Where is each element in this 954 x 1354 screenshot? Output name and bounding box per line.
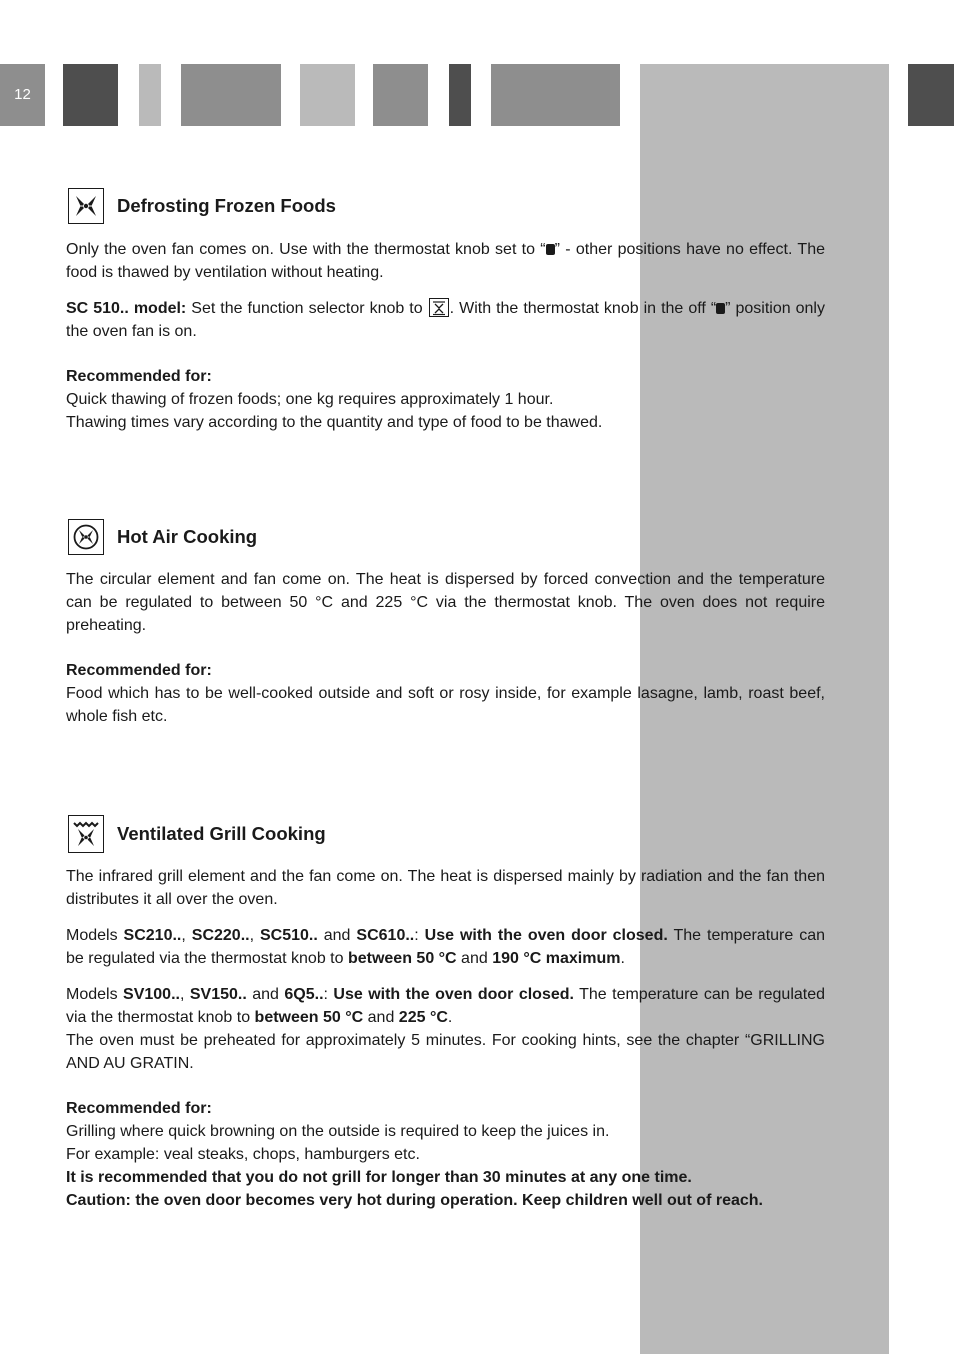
recommended-label: Recommended for: — [66, 662, 212, 679]
paragraph: Grilling where quick browning on the outside is required to keep the juices in. — [66, 1123, 610, 1140]
section-title: Ventilated Grill Cooking — [117, 823, 326, 844]
grill-heading — [68, 815, 326, 853]
caution-text: Caution: the oven door becomes very hot during operation. Keep children well out of reach. — [66, 1192, 763, 1209]
header-block — [491, 64, 620, 126]
hot-air-icon — [68, 519, 104, 555]
section-title: Defrosting Frozen Foods — [117, 195, 336, 216]
paragraph: Thawing times vary according to the quantity and type of food to be thawed. — [66, 414, 603, 431]
fan-icon — [68, 188, 104, 224]
fan-selector-icon — [429, 298, 449, 317]
paragraph: The oven must be preheated for approximately 5 minutes. For cooking hints, see the chapter “GRILLING AND AU GRATIN. — [66, 1032, 825, 1072]
recommended-label: Recommended for: — [66, 1100, 212, 1117]
header-block — [373, 64, 428, 126]
header-block — [908, 64, 954, 126]
paragraph: Models SC210.., SC220.., SC510.. and SC610..: Use with the oven door closed. The temperature can be regulated via the thermostat knob to between 50 °C and 190 °C maximum. — [66, 927, 826, 967]
off-position-icon — [546, 244, 555, 255]
header-block — [63, 64, 118, 126]
recommended-label: Recommended for: — [66, 368, 212, 385]
header-block — [181, 64, 281, 126]
warning-text: It is recommended that you do not grill for longer than 30 minutes at any one time. — [66, 1169, 692, 1186]
grill-fan-icon — [68, 815, 104, 853]
page-number: 12 — [0, 64, 45, 126]
paragraph: Models SV100.., SV150.. and 6Q5..: Use with the oven door closed. The temperature can be regulated via the thermostat knob to between 50 °C and 225 °C. — [66, 986, 826, 1026]
off-position-icon — [716, 303, 725, 314]
paragraph: For example: veal steaks, chops, hamburgers etc. — [66, 1146, 420, 1163]
defrost-heading — [68, 188, 336, 224]
paragraph: Food which has to be well-cooked outside and soft or rosy inside, for example lasagne, lamb, roast beef, whole fish etc. — [66, 685, 825, 725]
paragraph: The circular element and fan come on. The heat is dispersed by forced convection and the temperature can be regulated to between 50 °C and 225 °C via the thermostat knob. The oven does not require preheating. — [66, 571, 825, 634]
hotair-heading — [68, 519, 257, 555]
paragraph: SC 510.. model: Set the function selector knob to . With the thermostat knob in the off “ ” position only the oven fan is on. — [66, 300, 825, 340]
grill-body — [66, 865, 825, 1212]
paragraph: The infrared grill element and the fan come on. The heat is dispersed mainly by radiation and the fan then distributes it all over the oven. — [66, 868, 825, 908]
header-block — [449, 64, 471, 126]
paragraph: Only the oven fan comes on. Use with the thermostat knob set to “ ” - other positions have no effect. The food is thawed by ventilation without heating. — [66, 241, 825, 281]
hotair-body — [66, 568, 825, 728]
paragraph: Quick thawing of frozen foods; one kg requires approximately 1 hour. — [66, 391, 554, 408]
section-title: Hot Air Cooking — [117, 526, 258, 547]
defrost-body — [66, 238, 825, 434]
header-block — [300, 64, 355, 126]
header-block — [139, 64, 161, 126]
